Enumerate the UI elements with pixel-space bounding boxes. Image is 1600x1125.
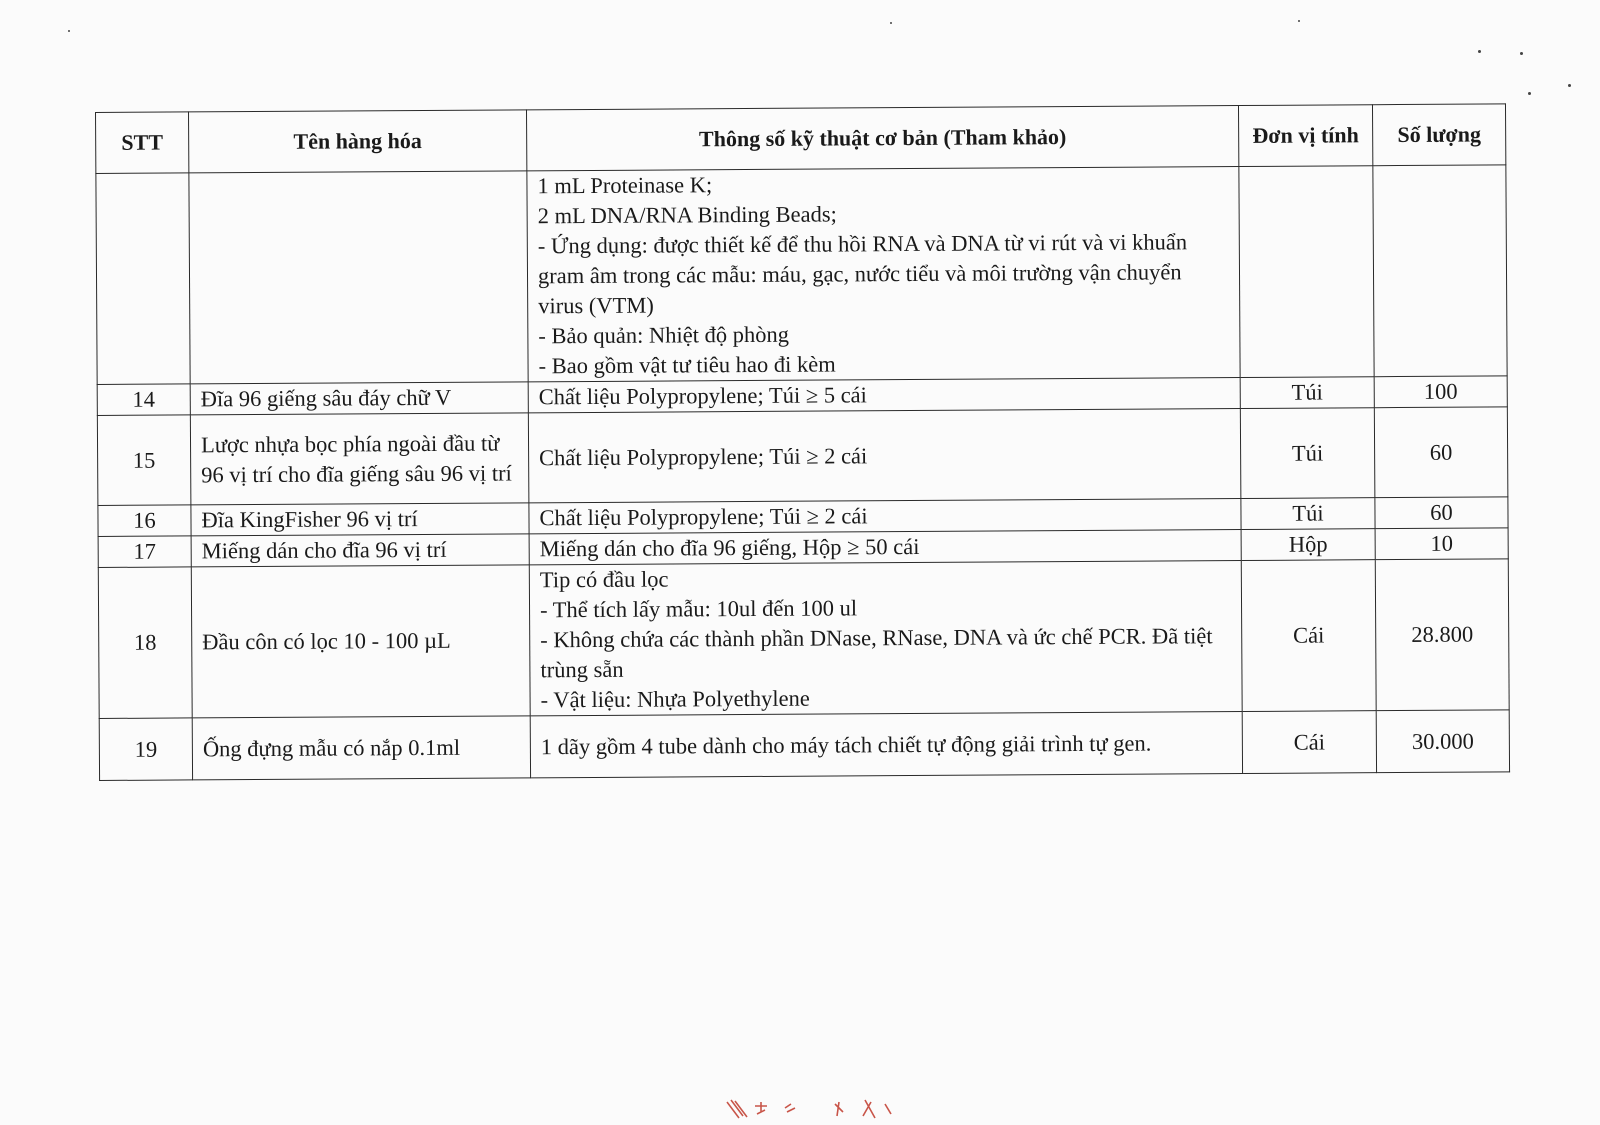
table-header-row [96,104,1506,174]
row-unit: Túi [1240,377,1374,409]
row-name: Đĩa 96 giếng sâu đáy chữ V [190,382,528,415]
scan-speck [1568,84,1571,87]
stamp-fragment-icon [725,1098,905,1120]
row-unit: Túi [1240,408,1375,499]
header-qty: Số lượng [1372,104,1505,166]
row-qty: 60 [1374,407,1508,498]
scan-speck [1298,20,1300,22]
row-spec: 1 mL Proteinase K; 2 mL DNA/RNA Binding Beads; - Ứng dụng: được thiết kế để thu hồi RNA và DNA từ vi rút và vi khuẩn gram âm trong các mẫu: máu, gạc, nước tiểu và môi trường vận chuyển virus (VTM) - Bảo quản: Nhiệt độ phòng - Bao gồm vật tư tiêu hao đi kèm [527,167,1240,382]
scan-speck [1528,92,1531,95]
row-unit: Cái [1241,560,1376,712]
row-unit [1239,166,1374,378]
header-spec: Thông số kỹ thuật cơ bản (Tham khảo) [526,106,1238,171]
row-stt: 19 [99,718,192,781]
scan-speck [890,22,892,24]
scan-speck [1520,52,1523,55]
row-qty: 60 [1375,497,1508,529]
header-name: Tên hàng hóa [189,110,527,173]
table-row [96,165,1507,385]
row-name: Lược nhựa bọc phía ngoài đầu từ 96 vị trí cho đĩa giếng sâu 96 vị trí [190,413,529,505]
row-stt: 15 [97,415,191,506]
row-spec: Chất liệu Polypropylene; Túi ≥ 2 cái [529,499,1241,534]
row-qty [1373,165,1507,377]
row-unit: Cái [1242,711,1376,774]
row-stt: 18 [98,567,192,719]
row-name [189,171,528,384]
scan-speck [1478,50,1481,53]
row-spec: Miếng dán cho đĩa 96 giếng, Hộp ≥ 50 cái [529,530,1241,565]
row-name: Miếng dán cho đĩa 96 vị trí [191,534,529,567]
row-stt: 17 [98,536,191,568]
table-row [98,559,1509,719]
header-unit: Đơn vị tính [1238,105,1372,167]
row-stt: 14 [97,384,190,416]
specification-table [95,103,1510,781]
row-qty: 100 [1374,376,1507,408]
row-spec: Chất liệu Polypropylene; Túi ≥ 2 cái [528,409,1241,503]
row-stt [96,173,190,385]
row-spec: Chất liệu Polypropylene; Túi ≥ 5 cái [528,378,1240,413]
header-stt: STT [96,112,189,174]
row-stt: 16 [98,505,191,537]
row-qty: 28.800 [1375,559,1509,711]
scan-speck [68,30,70,32]
row-spec: 1 dãy gồm 4 tube dành cho máy tách chiết tự động giải trình tự gen. [530,712,1242,778]
row-name: Đĩa KingFisher 96 vị trí [191,503,529,536]
row-unit: Túi [1241,498,1375,530]
table-row [97,407,1508,506]
row-unit: Hộp [1241,529,1375,561]
row-name: Ống đựng mẫu có nắp 0.1ml [192,716,530,780]
row-spec: Tip có đầu lọc - Thể tích lấy mẫu: 10ul đến 100 ul - Không chứa các thành phần DNase, RNase, DNA và ức chế PCR. Đã tiệt trùng sẵn - Vật liệu: Nhựa Polyethylene [529,561,1242,716]
table-row [99,710,1509,781]
row-qty: 10 [1375,528,1508,560]
row-name: Đầu côn có lọc 10 - 100 µL [191,565,530,718]
row-qty: 30.000 [1376,710,1509,773]
